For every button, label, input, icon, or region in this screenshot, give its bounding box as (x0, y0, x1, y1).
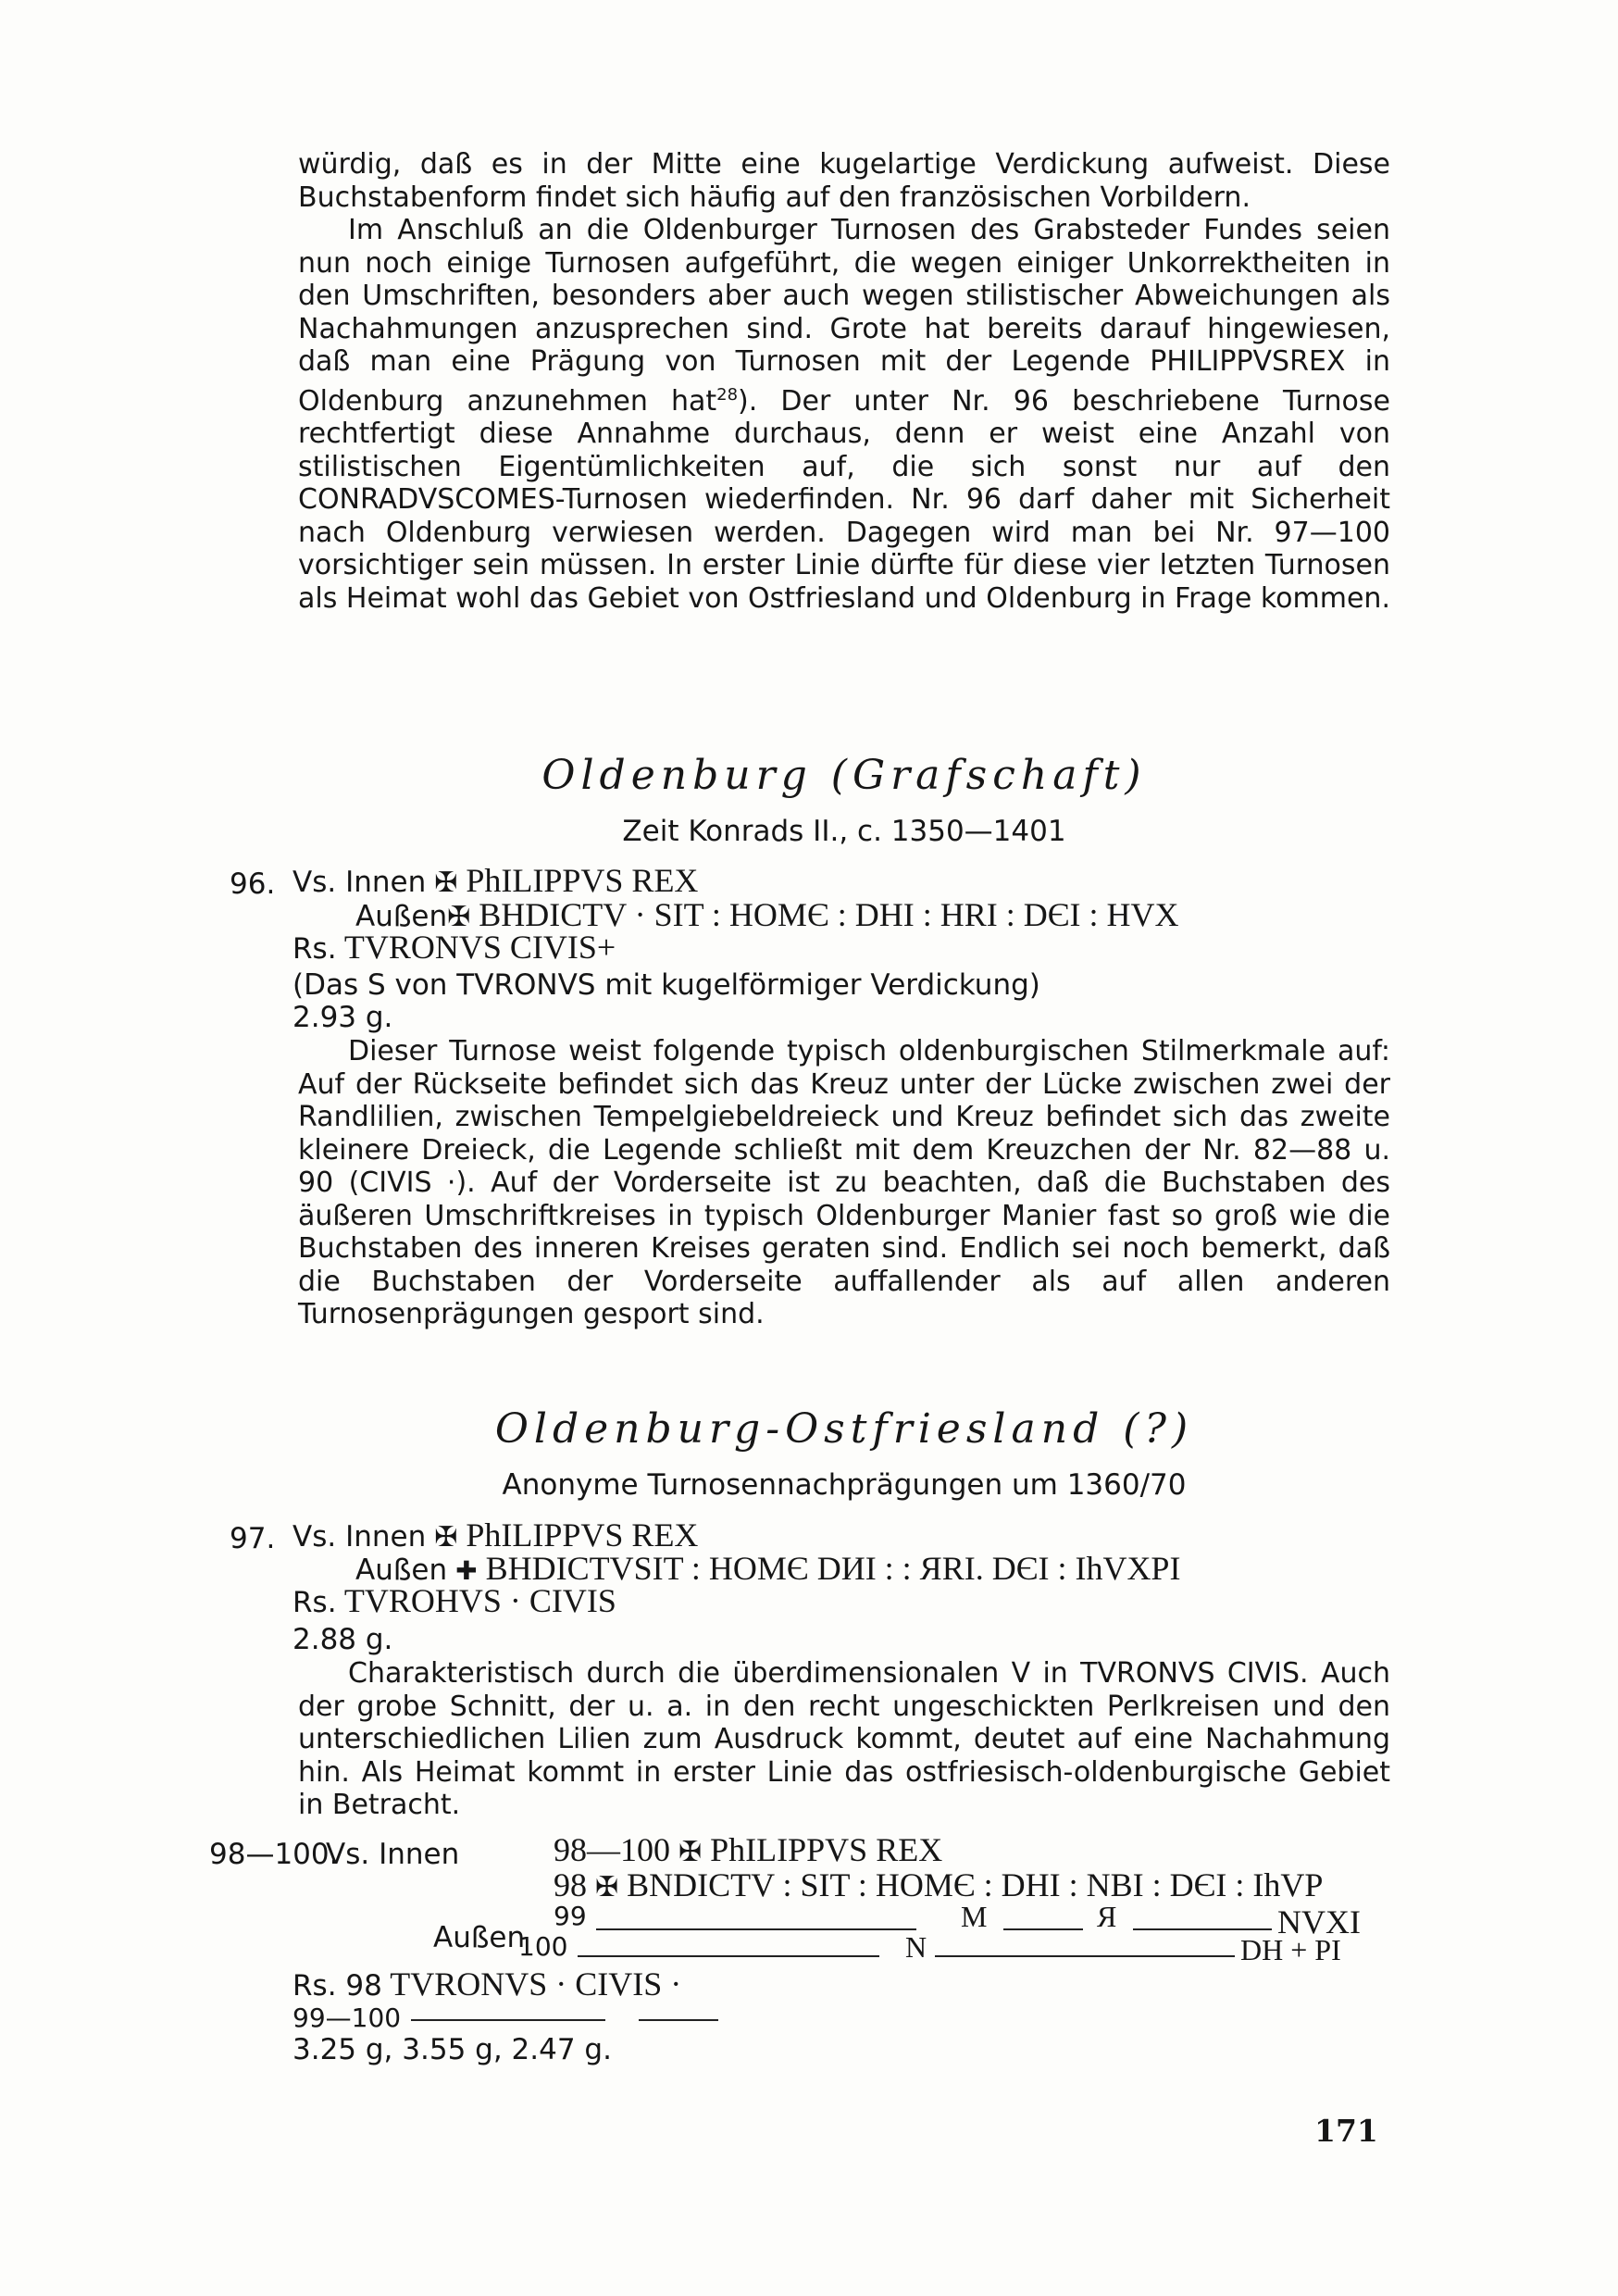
entry-96-obverse-outer: Außen✠ BHDICTV · SIT : HOMЄ : DHI : HRI : DЄI : HVX (355, 896, 1179, 933)
entry-99-r: Я (1097, 1900, 1117, 1933)
section-subheading-ostfriesland: Anonyme Turnosennachprägungen um 1360/70 (502, 1468, 1187, 1502)
cross-icon: ✠ (434, 1522, 458, 1553)
entry-99-label: 99 (554, 1901, 587, 1931)
entry-100-ending: DH + PI (1240, 1933, 1341, 1966)
entry-97-commentary: Charakteristisch durch die überdimensionalen V in TVRONVS CIVIS. Auch der grobe Schnitt, der u. a. in den recht ungeschickten Perlkreisen und den unterschiedlichen Lilien zum Ausdruck kommt, deutet auf eine Nachahmung hin. Als Heimat kommt in erster Linie das ostfriesisch-oldenburgische Gebiet in Betracht. (298, 1657, 1390, 1821)
intro-paragraph-1: würdig, daß es in der Mitte eine kugelartige Verdickung aufweist. Diese Buchstabenform findet sich häufig auf den französischen Vorbildern. (298, 148, 1390, 214)
ditto-line (596, 1928, 916, 1930)
entry-number-97: 97. (230, 1522, 276, 1555)
cross-icon: ✠ (434, 867, 458, 898)
entry-100-n: N (905, 1930, 927, 1964)
section-heading-oldenburg: Oldenburg (Grafschaft) (541, 752, 1147, 799)
entry-99-ending: NVXI (1277, 1903, 1361, 1940)
entry-96-weight: 2.93 g. (292, 1001, 393, 1034)
entry-100-label: 100 (518, 1931, 568, 1962)
ditto-line (639, 2019, 718, 2021)
section-heading-ostfriesland: Oldenburg-Ostfriesland (?) (494, 1405, 1194, 1453)
entry-96-commentary: Dieser Turnose weist folgende typisch oldenburgischen Stilmerkmale auf: Auf der Rückseite befindet sich das Kreuz unter der Lücke zwischen zwei der Randlilien, zwischen Tempelgiebeldreieck und Kreuz befindet sich das zweite kleinere Dreieck, die Legende schließt mit dem Kreuzchen der Nr. 82—88 u. 90 (CIVIS ·). Auf der Vorderseite ist zu beachten, daß die Buchstaben des äußeren Umschriftkreises in typisch Oldenburger Manier fast so groß wie die Buchstaben des inneren Kreises geraten sind. Endlich sei noch bemerkt, daß die Buchstaben der Vorderseite auffallender als auf allen anderen Turnosenprägungen gesport sind. (298, 1035, 1390, 1330)
entry-98-vs-label: Vs. Innen (326, 1838, 460, 1871)
entry-number-98-100: 98—100. (209, 1838, 339, 1871)
entry-96-reverse: Rs. TVRONVS CIVIS+ (292, 929, 616, 966)
footnote-ref: 28 (716, 384, 739, 405)
cross-icon: ✚ (455, 1557, 478, 1586)
entry-96-note: (Das S von TVRONVS mit kugelförmiger Verdickung) (292, 968, 1040, 1002)
entry-97-reverse: Rs. TVROHVS · CIVIS (292, 1582, 616, 1619)
entry-98-reverse: Rs. 98 TVRONVS · CIVIS · (292, 1965, 682, 2003)
cross-icon: ✠ (447, 902, 471, 932)
entry-98-obverse-outer: 98 ✠ BNDICTV : SIT : HOMЄ : DHI : NBI : DЄI : IhVP (554, 1866, 1324, 1903)
entry-97-weight: 2.88 g. (292, 1623, 393, 1656)
section-subheading-oldenburg: Zeit Konrads II., c. 1350—1401 (622, 815, 1066, 848)
entry-96-obverse-inner: Vs. Innen ✠ PhILIPPVS REX (292, 862, 699, 899)
entry-99-m: M (961, 1900, 988, 1933)
entry-99-100-reverse-label: 99—100 (292, 2003, 402, 2033)
ditto-line (935, 1955, 1235, 1957)
entry-number-96: 96. (230, 867, 276, 901)
intro-text (298, 148, 1390, 615)
intro-paragraph-2: Im Anschluß an die Oldenburger Turnosen des Grabsteder Fundes seien nun noch einige Turnosen aufgeführt, die wegen einiger Unkorrektheiten in den Umschriften, besonders aber auch wegen stilistischer Abweichungen als Nachahmungen anzusprechen sind. Grote hat bereits darauf hingewiesen, daß man eine Prägung von Turnosen mit der Legende PHILIPPVSREX in Oldenburg anzunehmen hat$^{28}$). Der unter Nr. 96 beschriebene Turnose rechtfertigt diese Annahme durchaus, denn er weist eine Anzahl von stilistischen Eigentümlichkeiten auf, die sich sonst nur auf den CONRADVSCOMES-Turnosen wiederfinden. Nr. 96 darf daher mit Sicherheit nach Oldenburg verwiesen werden. Dagegen wird man bei Nr. 97—100 vorsichtiger sein müssen. In erster Linie dürfte für diese vier letzten Turnosen als Heimat wohl das Gebiet von Ostfriesland und Oldenburg in Frage kommen. (298, 214, 1390, 615)
entry-98-weights: 3.25 g, 3.55 g, 2.47 g. (292, 2033, 612, 2066)
cross-icon: ✠ (678, 1837, 703, 1867)
ditto-line (578, 1955, 879, 1957)
ditto-line (1003, 1928, 1083, 1930)
ditto-line (411, 2019, 605, 2021)
entry-97-obverse-outer: Außen ✚ BHDICTVSIT : HOMЄ DИI : : ЯRI. DЄI : IhVXPI (355, 1550, 1181, 1587)
entry-97-obverse-inner: Vs. Innen ✠ PhILIPPVS REX (292, 1516, 699, 1554)
entry-98-obverse-inner: 98—100 ✠ PhILIPPVS REX (554, 1831, 943, 1868)
page-number: 171 (1314, 2113, 1378, 2149)
entry-98-aussen-label: Außen (433, 1921, 526, 1954)
ditto-line (1133, 1928, 1272, 1930)
cross-icon: ✠ (595, 1872, 619, 1903)
